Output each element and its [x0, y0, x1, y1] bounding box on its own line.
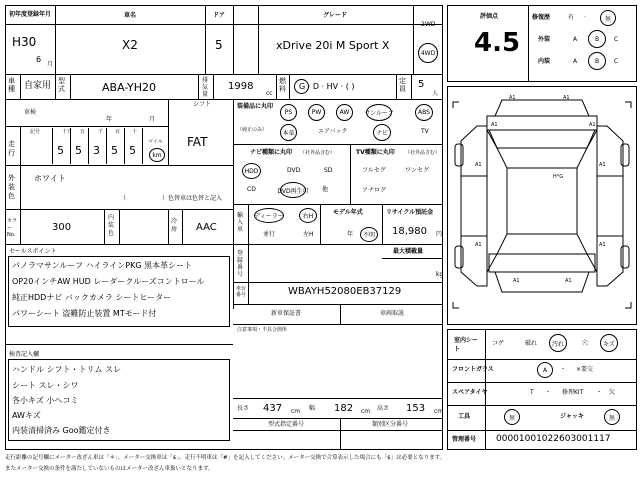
use-value: 自家用 [24, 81, 52, 91]
windshield-label: フロントガラス [452, 366, 494, 373]
sales-line: パワーシート 盗難防止装置 MTモード付 [12, 309, 157, 318]
month-unit: 月 [47, 61, 54, 68]
color-no-label: カラーNo. [7, 218, 18, 238]
inspection-label: 車検 [24, 109, 37, 116]
car-diagram [447, 86, 637, 325]
model-value: X2 [122, 38, 138, 52]
warranty-label: 新車保証書 [271, 310, 302, 317]
inspector-line: シート スレ・シワ [12, 381, 79, 390]
first-reg-month: 6 [36, 55, 42, 64]
dent-mark: A1 [491, 122, 498, 128]
sheet-burn: コゲ [492, 340, 505, 347]
score-value: 4.5 [474, 28, 521, 58]
eq-aw: AW [336, 104, 353, 121]
model-label: 車名 [124, 12, 137, 19]
inspector-label: 検査記入欄 [9, 351, 40, 358]
mileage-label: 走行 [8, 140, 15, 157]
interior-grade-c: C [614, 58, 619, 65]
mile-label: マイル [148, 139, 163, 145]
tv-type-sub: （社外品含む） [405, 150, 441, 156]
type-label: 型式 [58, 77, 65, 93]
digit-header-3: 千 [98, 129, 104, 135]
sheet-hole: 穴 [582, 340, 589, 347]
windshield-sep: ・ [560, 366, 567, 373]
digit-header-2: 万 [80, 129, 86, 135]
max-load-unit: kg [436, 271, 444, 278]
height-unit: cm [434, 408, 444, 415]
import-right-hand: 右H [299, 208, 317, 223]
windshield-a: A [537, 362, 553, 378]
length-unit: cm [291, 408, 301, 415]
interior-grade-a: A [573, 58, 578, 65]
inspector-line: AWキズ [12, 411, 41, 420]
mgmt-label: 管理番号 [452, 436, 477, 443]
type-designation-label: 型式指定番号 [268, 421, 305, 428]
mgmt-value: 00001001022603001117 [496, 434, 611, 444]
displacement-label: 排気量 [202, 77, 209, 98]
sales-line: パノラマサンルーフ ハイラインPKG 黒本革シート [12, 261, 193, 270]
eq-leather: 本革 [280, 124, 297, 141]
eq-navi: ナビ [373, 124, 391, 141]
jack-label: ジャッキ [560, 413, 584, 420]
mileage-digit: 5 [129, 144, 136, 157]
recycle-value: 18,980 [392, 226, 427, 237]
dent-mark: A1 [599, 242, 606, 248]
mileage-digit: 5 [75, 144, 82, 157]
tv-analog: アナログ [362, 187, 387, 194]
spare-sep: ・ [545, 389, 552, 396]
repair-yes: 有 [568, 14, 575, 21]
inspector-line: 内装清掃済み Goo鑑定付き [12, 426, 111, 435]
inspector-line: 各小キズ 小ヘコミ [12, 396, 79, 405]
drive-4wd: 4WD [420, 49, 436, 57]
height-label: 高さ [377, 405, 390, 412]
capacity-label: 定員 [399, 77, 406, 93]
sheet-tear: 破れ [525, 340, 538, 347]
score-label: 評価点 [480, 13, 499, 20]
max-load-label: 最大積載量 [393, 248, 424, 255]
eq-sunroof: サンルーフ [366, 104, 392, 121]
inspector-line: ハンドル シフト・トリム スレ [12, 365, 122, 374]
dent-mark: A1 [475, 242, 482, 248]
side-label: 車種 [8, 77, 15, 93]
mileage-digit: 5 [57, 144, 64, 157]
vin-label: 車台番号 [236, 286, 247, 298]
navi-other: 他 [322, 186, 329, 193]
width-label: 幅 [309, 405, 316, 412]
exterior-grade-label: 外装 [538, 36, 551, 43]
exterior-color-label: 外装色 [8, 174, 15, 200]
capacity-value: 5 [418, 79, 425, 90]
repair-label: 修復歴 [532, 14, 551, 21]
recycle-label: リサイクル預託金 [386, 209, 434, 216]
footer-line2: またメーター交換の条件を満たしていないものはメーター改ざん車扱いとなります。 [5, 466, 214, 472]
ac-label: 冷房 [171, 218, 178, 233]
ac-value: AAC [196, 222, 217, 233]
drive-2wd: 2WD [421, 21, 436, 28]
jack-value: 無 [604, 409, 620, 425]
height-value: 153 [406, 403, 426, 414]
length-value: 437 [263, 403, 283, 414]
digit-header-4: 百 [115, 129, 121, 135]
dent-mark: A1 [565, 278, 572, 284]
sales-line: OP20インチAW HUD レーダークルーズコントロール [12, 277, 205, 286]
tools-value: 無 [504, 409, 520, 425]
sheet-stain: 汚れ [549, 334, 567, 352]
exterior-grade-a: A [573, 36, 578, 43]
width-value: 182 [334, 403, 354, 414]
cc-unit: cc [266, 90, 273, 97]
reg-no-label: 登録番号 [237, 250, 244, 278]
mileage-symbol-label: 記号 [30, 129, 41, 135]
width-unit: cm [361, 408, 371, 415]
sales-line: 純正HDDナビ バックカメラ シートヒーター [12, 293, 172, 302]
navi-type-label: ナビ種類に丸印 [250, 149, 293, 156]
mileage-digit: 3 [93, 144, 100, 157]
hail-mark: H°G [553, 174, 564, 180]
spare-sep2: ・ [596, 389, 603, 396]
class-number-label: 類別区分番号 [372, 421, 409, 428]
shift-value: FAT [187, 135, 208, 149]
vin-value: WBAYH52080EB37129 [288, 286, 402, 297]
doors-value: 5 [215, 38, 223, 52]
manual-label: 車両取説 [380, 310, 405, 317]
fuel-value: G · D · HV · ( ) [299, 82, 355, 91]
eq-tv: TV [421, 128, 429, 135]
recycle-unit: 円 [436, 231, 443, 238]
repair-no: 無 [600, 10, 616, 26]
fuel-label: 燃料 [279, 77, 286, 93]
digit-header-5: 十 [132, 129, 138, 135]
color-change-note: （ ）色替車は色替と記入 [120, 195, 223, 202]
tools-label: 工具 [458, 413, 471, 420]
first-reg-label: 初年度登録年月 [9, 11, 52, 18]
year-label: 年 [106, 116, 113, 123]
navi-cd: CD [247, 186, 256, 193]
model-year-label: モデル年式 [333, 209, 363, 216]
interior-color-label: 内装色 [108, 214, 115, 237]
tv-fullseg: フルセグ [362, 167, 386, 174]
tv-type-label: TV種類に丸印 [356, 149, 395, 156]
km-circle [149, 148, 165, 162]
displacement-value: 1998 [228, 81, 254, 92]
grade-value: xDrive 20i M Sport X [276, 39, 390, 52]
model-year-unknown: 不明 [360, 227, 378, 242]
month-label: 月 [149, 116, 156, 123]
navi-hdd: HDD [242, 163, 261, 179]
dent-mark: A1 [563, 95, 570, 101]
spare-missing: 欠 [609, 389, 616, 396]
navi-dvd: DVD [287, 167, 301, 174]
dent-mark: A1 [589, 122, 596, 128]
equipment-label: 装備品に丸印 [237, 103, 274, 110]
exterior-grade-c: C [614, 36, 619, 43]
tv-oneseg: ワンセグ [405, 167, 430, 174]
footer-line1: 走行距離の記号欄にメーター改ざん車は「＊」、メーター交換車は「$」、走行不明車は「#」を記入してください。メーター交換で合算表示した場合にも「$」は必要となります。 [5, 455, 446, 461]
interior-grade-b: B [588, 52, 606, 70]
shift-label: シフト [193, 101, 212, 108]
eq-pw: PW [308, 104, 325, 121]
drive-4wd-circle [418, 43, 438, 63]
navi-type-sub: （社外品含む） [300, 150, 336, 156]
eq-airbag: エアバック [318, 128, 348, 135]
dent-mark: A1 [475, 162, 482, 168]
exterior-color-value: ホワイト [34, 174, 66, 183]
equipment-sub: （純正のみ） [237, 127, 268, 133]
capacity-unit: 人 [432, 90, 439, 97]
dent-mark: A1 [509, 95, 516, 101]
grade-label: グレード [323, 12, 348, 19]
sheet-scratch: キズ [600, 334, 618, 352]
spare-tire-label: スペアタイヤ [452, 389, 488, 396]
notes-label: 注意事項・不具合箇所 [237, 327, 288, 333]
interior-grade-label: 内装 [538, 58, 551, 65]
import-parallel: 並行 [263, 231, 276, 238]
dent-mark: A1 [513, 278, 520, 284]
repair-separator: · [584, 14, 586, 21]
model-year-suffix: 年 [347, 231, 354, 238]
color-no-value: 300 [52, 222, 72, 233]
spare-repair-kit: 修理KIT [562, 389, 584, 396]
interior-sheet-label: 室内シート [454, 337, 479, 353]
eq-abs: ABS [415, 104, 433, 121]
exterior-grade-b: B [588, 30, 606, 48]
import-dealer: ディーラー [254, 208, 284, 223]
sales-label: セールスポイント [9, 248, 57, 255]
km-label: km [152, 151, 162, 159]
eq-ps: PS [280, 104, 297, 121]
import-label: 輸入車 [237, 212, 244, 233]
spare-t: T [530, 389, 534, 396]
doors-label: ドア [213, 12, 225, 19]
navi-sd: SD [324, 167, 333, 174]
model-code: ABA-YH20 [102, 81, 157, 94]
import-left-hand: 左H [303, 231, 314, 238]
first-reg-year: H30 [12, 35, 37, 49]
mileage-digit: 5 [111, 144, 118, 157]
navi-dvd-playback: DVD再生可 [280, 182, 306, 198]
digit-header-1: 十万 [62, 129, 73, 135]
dent-mark: A1 [599, 162, 606, 168]
length-label: 長さ [237, 405, 250, 412]
windshield-replace: ×要交 [576, 366, 594, 373]
